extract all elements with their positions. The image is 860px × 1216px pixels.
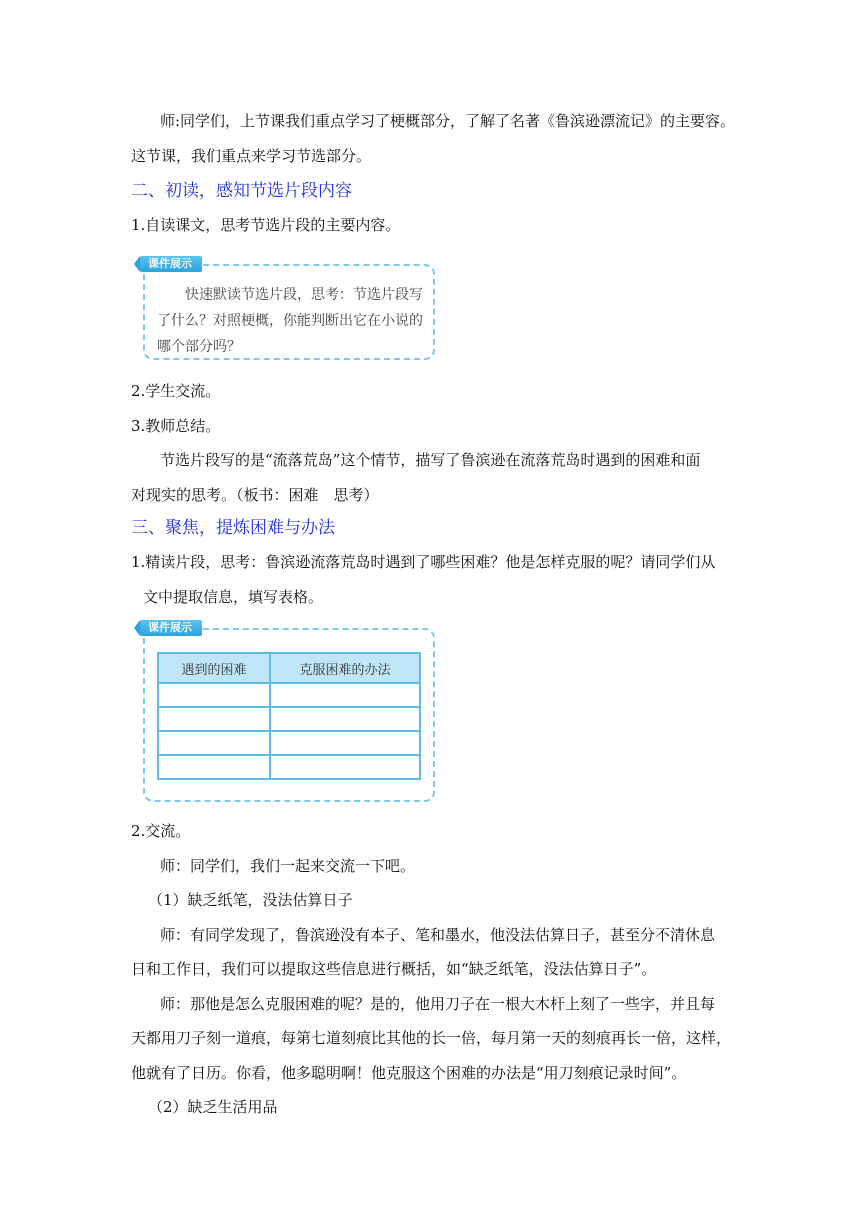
courseware-line: 哪个部分吗？ xyxy=(157,339,241,355)
courseware-line: 快速默读节选片段，思考：节选片段写 xyxy=(185,287,423,303)
paragraph-1-line-2: 日和工作日，我们可以提取这些信息进行概括，如“缺乏纸笔，没法估算日子”。 xyxy=(131,960,657,978)
section-3-heading: 三、聚焦，提炼困难与办法 xyxy=(131,518,335,538)
table-header: 克服困难的办法 xyxy=(270,653,420,683)
table-row xyxy=(158,755,420,779)
summary-line-1: 节选片段写的是“流落荒岛”这个情节，描写了鲁滨逊在流落荒岛时遇到的困难和面 xyxy=(160,451,701,469)
section-3-step-2: 2.交流。 xyxy=(131,822,191,840)
section-2-step-2: 2.学生交流。 xyxy=(131,382,221,400)
courseware-box-1 xyxy=(143,264,435,360)
section-3-step-1-line-2: 文中提取信息，填写表格。 xyxy=(143,588,324,606)
paragraph-2-line-3: 他就有了日历。你看，他多聪明啊！他克服这个困难的办法是“用刀刻痕记录时间”。 xyxy=(131,1064,687,1082)
intro-line-1: 师:同学们，上节课我们重点学习了梗概部分，了解了名著《鲁滨逊漂流记》的主要容。 xyxy=(160,112,736,130)
courseware-tag-2: 课件展示 xyxy=(140,620,202,636)
table-row xyxy=(158,731,420,755)
teacher-line-1: 师：同学们，我们一起来交流一下吧。 xyxy=(160,857,416,875)
paragraph-2-line-1: 师：那他是怎么克服困难的呢？是的，他用刀子在一根大木杆上刻了一些字，并且每 xyxy=(160,995,716,1013)
courseware-box-2 xyxy=(143,628,435,802)
section-2-step-1: 1.自读课文，思考节选片段的主要内容。 xyxy=(131,216,401,234)
table-header: 遇到的困难 xyxy=(158,653,270,683)
paragraph-1-line-1: 师：有同学发现了，鲁滨逊没有本子、笔和墨水，他没法估算日子，甚至分不清休息 xyxy=(160,926,716,944)
item-2: （2）缺乏生活用品 xyxy=(148,1098,278,1116)
table-row xyxy=(158,683,420,707)
section-2-step-3: 3.教师总结。 xyxy=(131,417,221,435)
courseware-tag-1: 课件展示 xyxy=(140,256,202,272)
table-row xyxy=(158,707,420,731)
courseware-line: 了什么？对照梗概，你能判断出它在小说的 xyxy=(157,313,423,329)
section-2-heading: 二、初读，感知节选片段内容 xyxy=(131,181,352,201)
difficulty-table xyxy=(157,652,421,780)
item-1: （1）缺乏纸笔，没法估算日子 xyxy=(148,891,353,909)
summary-line-2: 对现实的思考。（板书：困难 思考） xyxy=(131,486,379,504)
section-3-step-1-line-1: 1.精读片段，思考：鲁滨逊流落荒岛时遇到了哪些困难？他是怎样克服的呢？请同学们从 xyxy=(131,553,716,571)
intro-line-2: 这节课，我们重点来学习节选部分。 xyxy=(131,147,372,165)
paragraph-2-line-2: 天都用刀子刻一道痕，每第七道刻痕比其他的长一倍，每月第一天的刻痕再长一倍，这样， xyxy=(131,1029,732,1047)
